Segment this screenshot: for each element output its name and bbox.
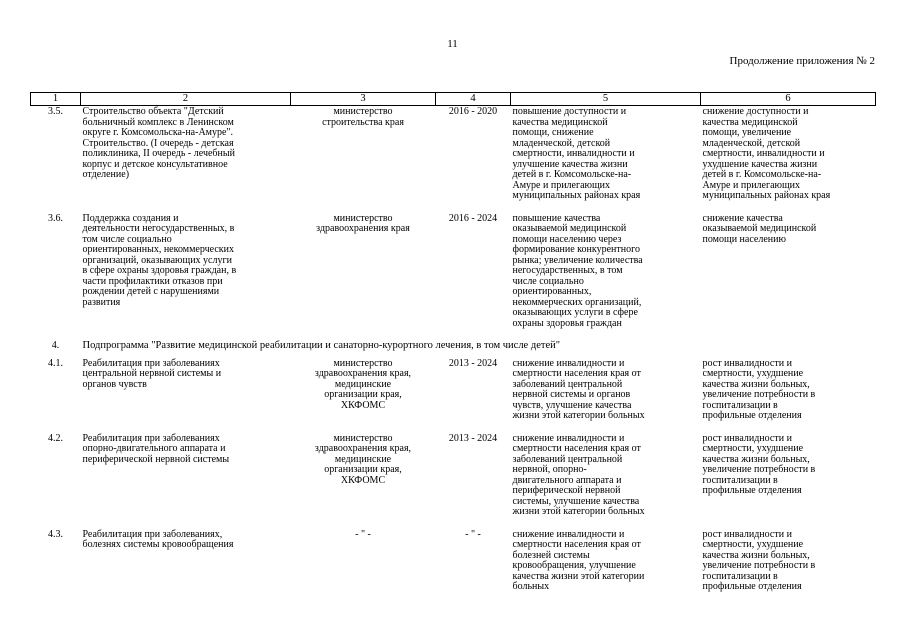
table-header-row bbox=[31, 93, 876, 106]
column-header: 1 bbox=[31, 93, 81, 106]
column-header: 2 bbox=[81, 93, 291, 106]
measure-name: Реабилитация при заболеваниях, болезнях системы кровообращения bbox=[82, 528, 234, 550]
column-header: 3 bbox=[291, 93, 436, 106]
implementation-period: - " - bbox=[465, 528, 481, 540]
implementation-period: 2013 - 2024 bbox=[448, 357, 498, 369]
expected-result: снижение инвалидности и смертности населения края от заболеваний центральной нервной, опорно- двигательного аппарата и периферической нервной системы, улучшение качества жизни этой категории больных bbox=[512, 432, 645, 517]
row-number: 4.3. bbox=[48, 528, 63, 540]
subprogram-number: 4. bbox=[51, 340, 60, 351]
implementation-period: 2013 - 2024 bbox=[448, 432, 498, 444]
responsible-executor: министерство здравоохранения края, медицинские организации края, ХКФОМС bbox=[314, 432, 412, 486]
table-row bbox=[31, 433, 876, 529]
measure-name: Реабилитация при заболеваниях центральной нервной системы и органов чувств bbox=[82, 357, 222, 390]
implementation-period: 2016 - 2024 bbox=[448, 212, 498, 224]
expected-result: повышение доступности и качества медицинской помощи, снижение младенческой, детской смертности, инвалидности и улучшение качества жизни детей в г. Комсомольске-на- Амуре и прилегающих муниципальных районах края bbox=[512, 106, 641, 201]
page-number: 11 bbox=[447, 38, 458, 50]
measure-name: Реабилитация при заболеваниях опорно-двигательного аппарата и периферической нервной системы bbox=[82, 432, 230, 465]
responsible-executor: министерство здравоохранения края, медицинские организации края, ХКФОМС bbox=[314, 357, 412, 411]
program-table bbox=[30, 92, 876, 593]
column-header: 6 bbox=[701, 93, 876, 106]
row-number: 3.5. bbox=[48, 106, 63, 117]
non-implementation-consequences: рост инвалидности и смертности, ухудшение качества жизни больных, увеличение потребности в госпитализации в профильные отделения bbox=[702, 528, 816, 592]
subprogram-title: Подпрограмма "Развитие медицинской реабилитации и санаторно-курортного лечения, в том числе детей" bbox=[82, 340, 561, 351]
row-number: 4.1. bbox=[48, 357, 63, 369]
non-implementation-consequences: рост инвалидности и смертности, ухудшение качества жизни больных, увеличение потребности в госпитализации в профильные отделения bbox=[702, 357, 816, 421]
column-header: 5 bbox=[511, 93, 701, 106]
responsible-executor: министерство строительства края bbox=[322, 106, 404, 128]
table-row bbox=[31, 358, 876, 433]
implementation-period: 2016 - 2020 bbox=[448, 106, 498, 117]
responsible-executor: министерство здравоохранения края bbox=[316, 212, 410, 234]
column-header: 4 bbox=[436, 93, 511, 106]
non-implementation-consequences: снижение доступности и качества медицинской помощи, увеличение младенческой, детской смертности, инвалидности и ухудшение качества жизни детей в г. Комсомольске-на- Амуре и прилегающих муниципальных районах края bbox=[702, 106, 831, 201]
measure-name: Поддержка создания и деятельности негосударственных, в том числе социально ориентированных, некоммерческих организаций, оказывающих услуги в сфере охраны здоровья граждан, в части профилактики отказов при рождении детей с нарушениями развития bbox=[82, 212, 237, 308]
table-row bbox=[31, 213, 876, 341]
non-implementation-consequences: снижение качества оказываемой медицинской помощи населению bbox=[702, 212, 817, 245]
row-number: 4.2. bbox=[48, 432, 63, 444]
expected-result: повышение качества оказываемой медицинской помощи населению через формирование конкурентного рынка; увеличение количества негосударственных, в том числе социально ориентированных, некоммерческих организаций, оказывающих услуги в сфере охраны здоровья граждан bbox=[512, 212, 643, 329]
expected-result: снижение инвалидности и смертности населения края от болезней системы кровообращения, улучшение качества жизни этой категории больных bbox=[512, 528, 645, 592]
expected-result: снижение инвалидности и смертности населения края от заболеваний центральной нервной системы и органов чувств, улучшение качества жизни этой категории больных bbox=[512, 357, 645, 421]
table-row bbox=[31, 529, 876, 593]
responsible-executor: - " - bbox=[355, 528, 371, 540]
continuation-label: Продолжение приложения № 2 bbox=[729, 55, 875, 67]
subprogram-row bbox=[31, 340, 876, 358]
row-number: 3.6. bbox=[48, 212, 63, 224]
table-row bbox=[31, 106, 876, 213]
measure-name: Строительство объекта "Детский больничный комплекс в Ленинском округе г. Комсомольска-на-Амуре". Строительство. (I очередь - детская поликлиника, II очередь - лечебный корпус и детское консультативное отделение) bbox=[82, 106, 235, 180]
non-implementation-consequences: рост инвалидности и смертности, ухудшение качества жизни больных, увеличение потребности в госпитализации в профильные отделения bbox=[702, 432, 816, 496]
